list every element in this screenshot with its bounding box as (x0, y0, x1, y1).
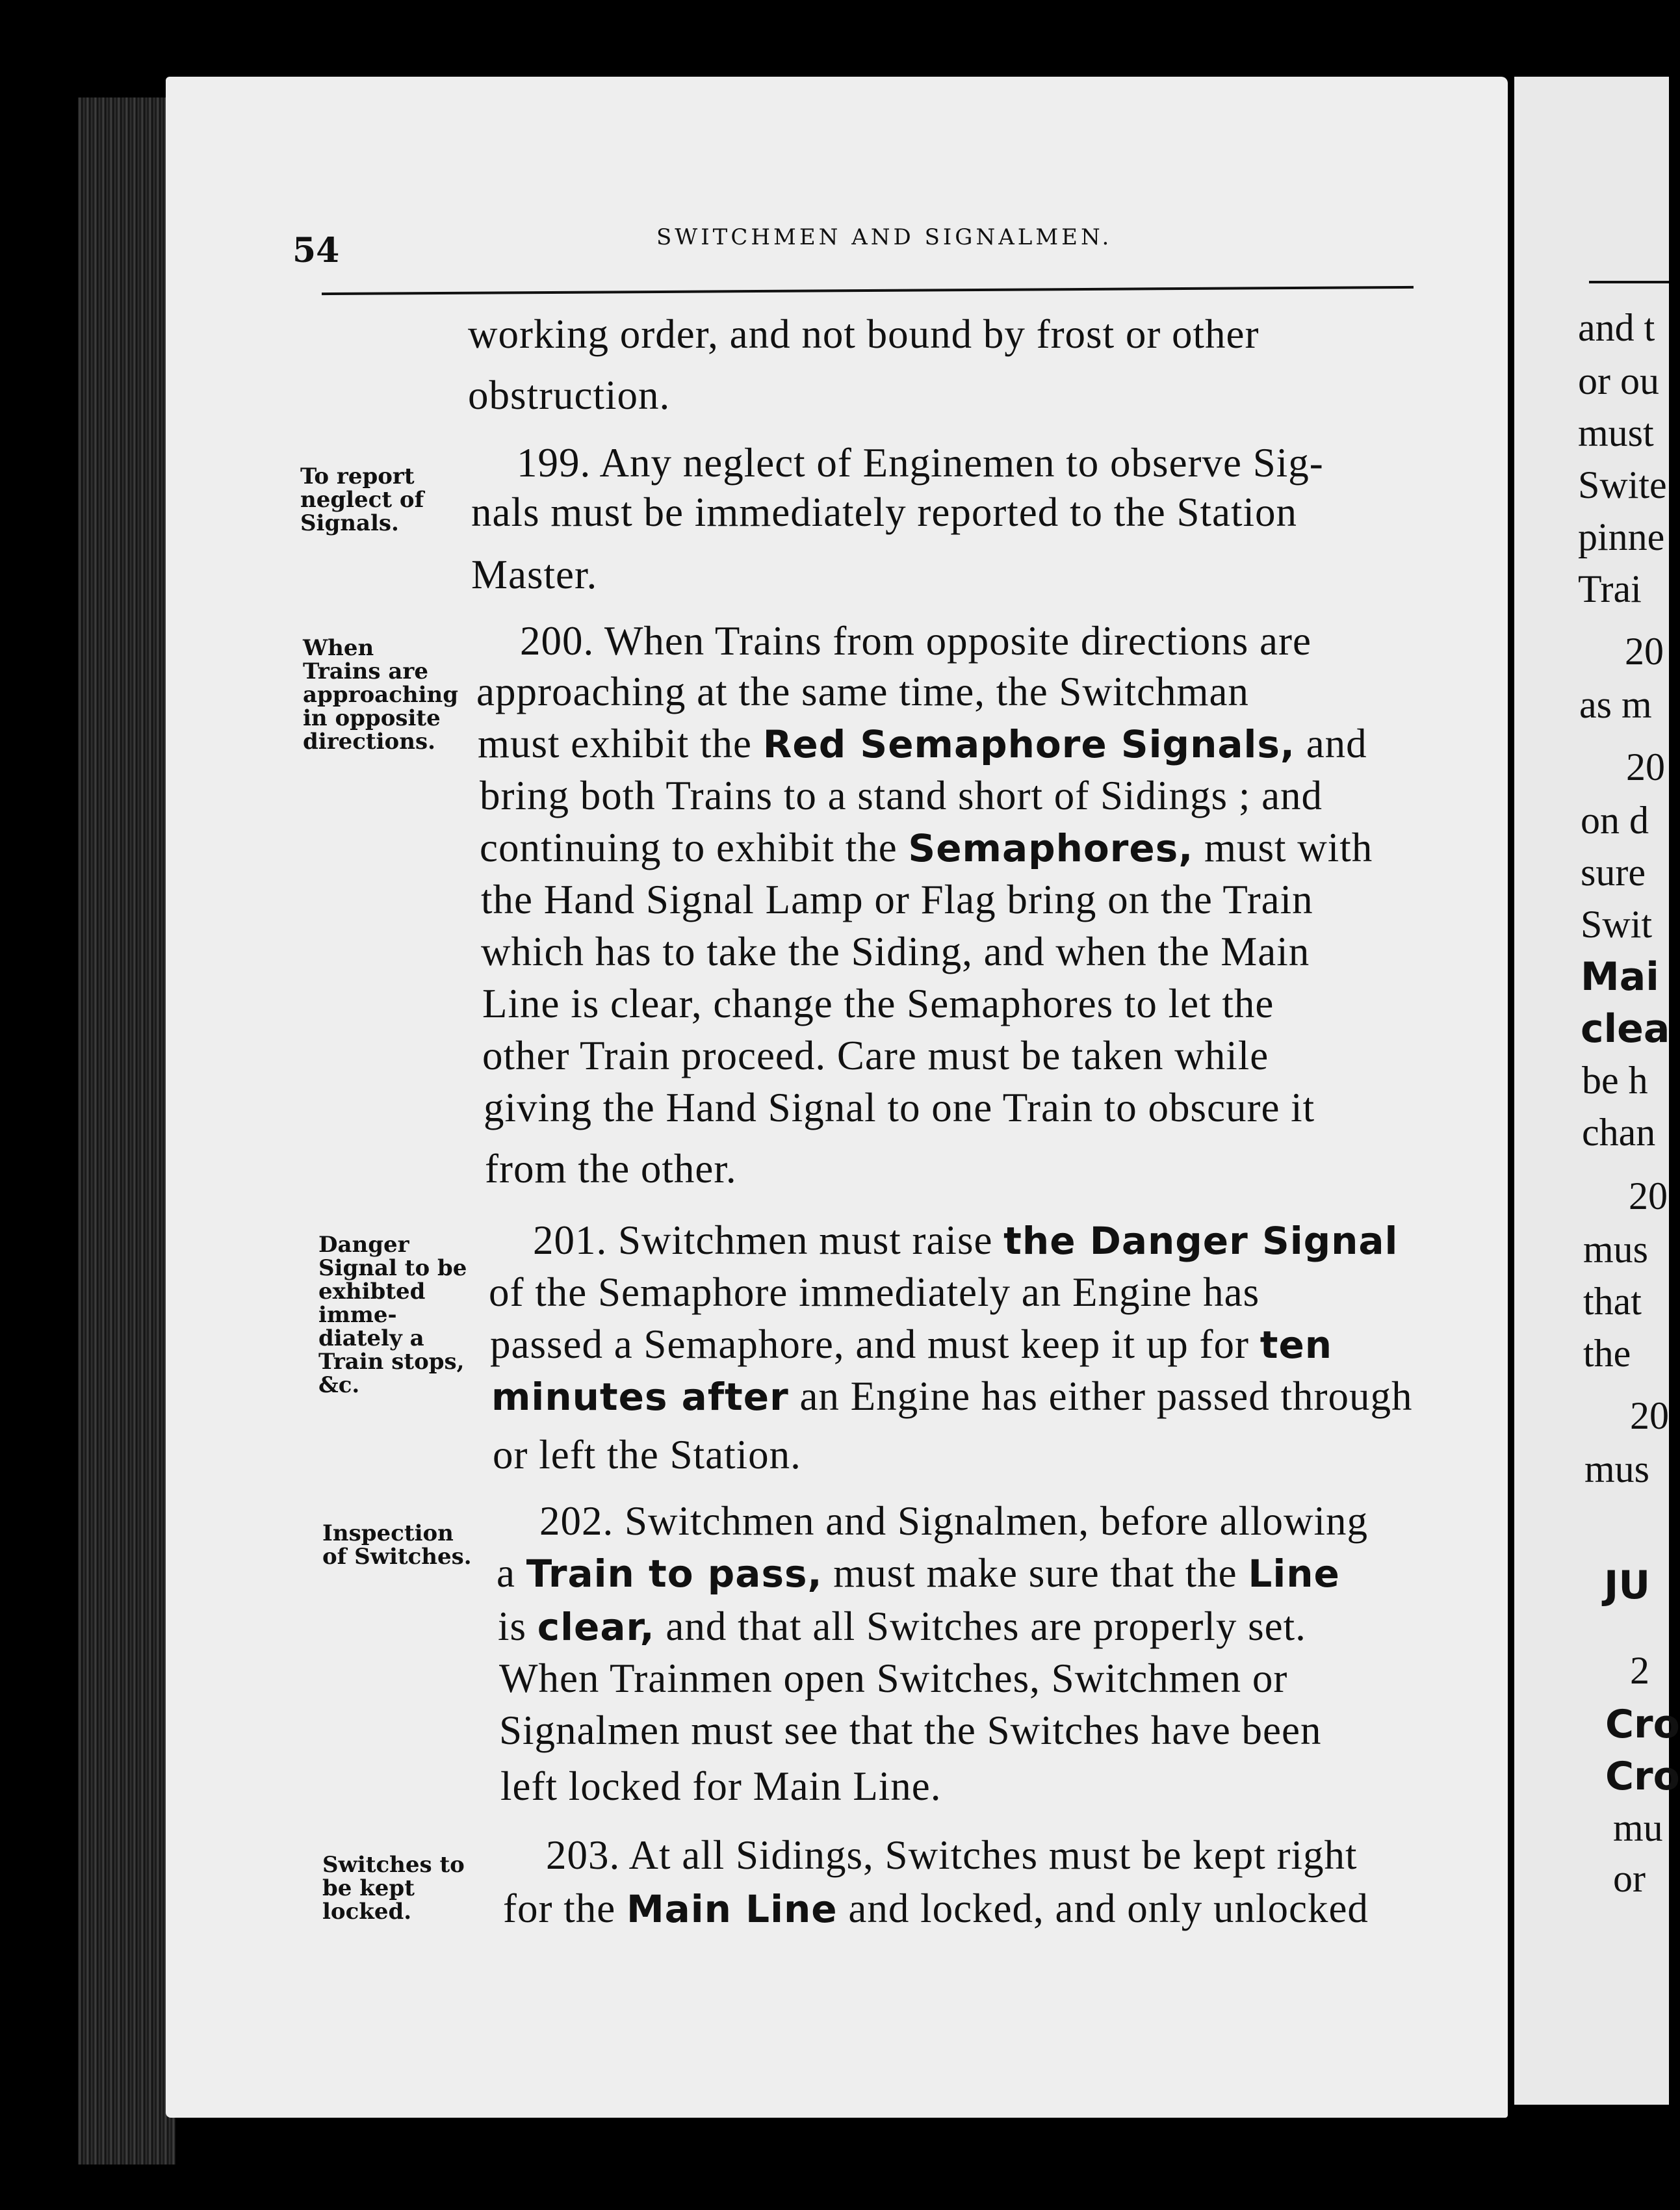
text-line: Line is clear, change the Semaphores to let the (482, 981, 1274, 1026)
facing-line: or (1613, 1857, 1646, 1900)
margin-note-line: neglect of (300, 487, 424, 513)
facing-line: 20 (1629, 1175, 1668, 1217)
text-line: or left the Station. (493, 1432, 801, 1477)
text-line: Signalmen must see that the Switches have been (499, 1708, 1322, 1753)
paragraph-199-line: 199. Any neglect of Enginemen to observe Sig- (517, 440, 1324, 486)
facing-line: 2 (1630, 1649, 1649, 1692)
margin-note-line: exhibted (318, 1279, 426, 1305)
facing-line: sure (1581, 851, 1646, 894)
facing-line: as m (1579, 683, 1652, 726)
text-line: a Train to pass, must make sure that the Line (497, 1550, 1340, 1596)
facing-line: Swit (1581, 903, 1653, 946)
facing-line: 20 (1630, 1394, 1669, 1437)
margin-note-line: Train stops, (318, 1349, 465, 1375)
margin-note-line: locked. (322, 1899, 412, 1925)
margin-note-line: To report (300, 463, 415, 489)
text-line: which has to take the Siding, and when the Main (481, 929, 1310, 974)
facing-line: on d (1581, 799, 1649, 842)
margin-note-line: in opposite (303, 705, 441, 731)
text-line: When Trainmen open Switches, Switchmen or (499, 1656, 1288, 1701)
facing-line: mus (1584, 1448, 1650, 1490)
text-line: must exhibit the Red Semaphore Signals, and (478, 721, 1367, 766)
text-line: giving the Hand Signal to one Train to obscure it (484, 1085, 1315, 1130)
text-line: of the Semaphore immediately an Engine has (489, 1269, 1260, 1315)
book-edge (78, 98, 175, 2164)
facing-line: or ou (1578, 359, 1659, 402)
facing-line: mus (1583, 1228, 1649, 1271)
facing-line: 20 (1626, 746, 1665, 788)
paragraph-203-line: 203. At all Sidings, Switches must be kept right (546, 1832, 1358, 1878)
facing-line: chan (1582, 1111, 1656, 1154)
facing-line: Cro (1605, 1702, 1680, 1747)
text-line: passed a Semaphore, and must keep it up for ten (490, 1321, 1333, 1367)
text-line: bring both Trains to a stand short of Sidings ; and (480, 773, 1323, 818)
facing-line: Mai (1581, 954, 1659, 1000)
page-number: 54 (292, 231, 340, 270)
margin-note-line: Inspection (322, 1520, 454, 1546)
text-line: obstruction. (468, 372, 671, 418)
facing-line: Cro (1605, 1754, 1680, 1799)
paragraph-200-line: 200. When Trains from opposite directions are (520, 618, 1312, 664)
margin-note-line: &c. (318, 1372, 360, 1398)
text-line: approaching at the same time, the Switchman (476, 669, 1249, 714)
paragraph-201-line: 201. Switchmen must raise the Danger Signal (533, 1217, 1399, 1263)
margin-note-line: Danger (318, 1232, 409, 1258)
facing-line: the (1583, 1332, 1631, 1375)
facing-line: JU (1604, 1563, 1651, 1608)
facing-line: be h (1582, 1059, 1648, 1102)
text-line: working order, and not bound by frost or other (468, 311, 1260, 357)
margin-note-line: When (303, 635, 374, 661)
margin-note-line: Switches to (322, 1852, 465, 1878)
text-line: Master. (471, 552, 598, 597)
margin-note-line: Signals. (300, 510, 399, 536)
text-line: for the Main Line and locked, and only unlocked (503, 1886, 1369, 1931)
facing-line: Swite (1578, 463, 1667, 506)
running-title: SWITCHMEN AND SIGNALMEN. (656, 224, 1113, 250)
text-line: minutes after an Engine has either passed through (491, 1373, 1413, 1419)
text-line: other Train proceed. Care must be taken while (482, 1033, 1269, 1078)
text-line: from the other. (485, 1146, 737, 1191)
margin-note-line: imme- (318, 1302, 397, 1328)
margin-note-line: approaching (303, 682, 459, 708)
margin-note-line: Trains are (303, 658, 428, 684)
facing-line: that (1583, 1280, 1642, 1323)
text-line: continuing to exhibit the Semaphores, must with (480, 825, 1373, 870)
margin-note-line: Signal to be (318, 1255, 467, 1281)
facing-line: 20 (1625, 630, 1664, 673)
facing-line: clea (1581, 1006, 1670, 1052)
facing-line: and t (1578, 306, 1655, 349)
facing-header-rule (1589, 281, 1669, 283)
facing-line: pinne (1578, 515, 1665, 558)
text-line: nals must be immediately reported to the Station (471, 489, 1297, 535)
paragraph-202-line: 202. Switchmen and Signalmen, before allowing (539, 1498, 1369, 1544)
facing-line: must (1578, 411, 1654, 454)
facing-line: mu (1613, 1806, 1663, 1849)
margin-note-line: of Switches. (322, 1544, 472, 1570)
text-line: left locked for Main Line. (500, 1763, 942, 1809)
text-line: the Hand Signal Lamp or Flag bring on the Train (481, 877, 1313, 922)
margin-note-line: be kept (322, 1875, 415, 1901)
margin-note-line: diately a (318, 1325, 424, 1351)
margin-note-line: directions. (303, 729, 435, 755)
text-line: is clear, and that all Switches are properly set. (498, 1604, 1306, 1649)
facing-line: Trai (1578, 567, 1642, 610)
